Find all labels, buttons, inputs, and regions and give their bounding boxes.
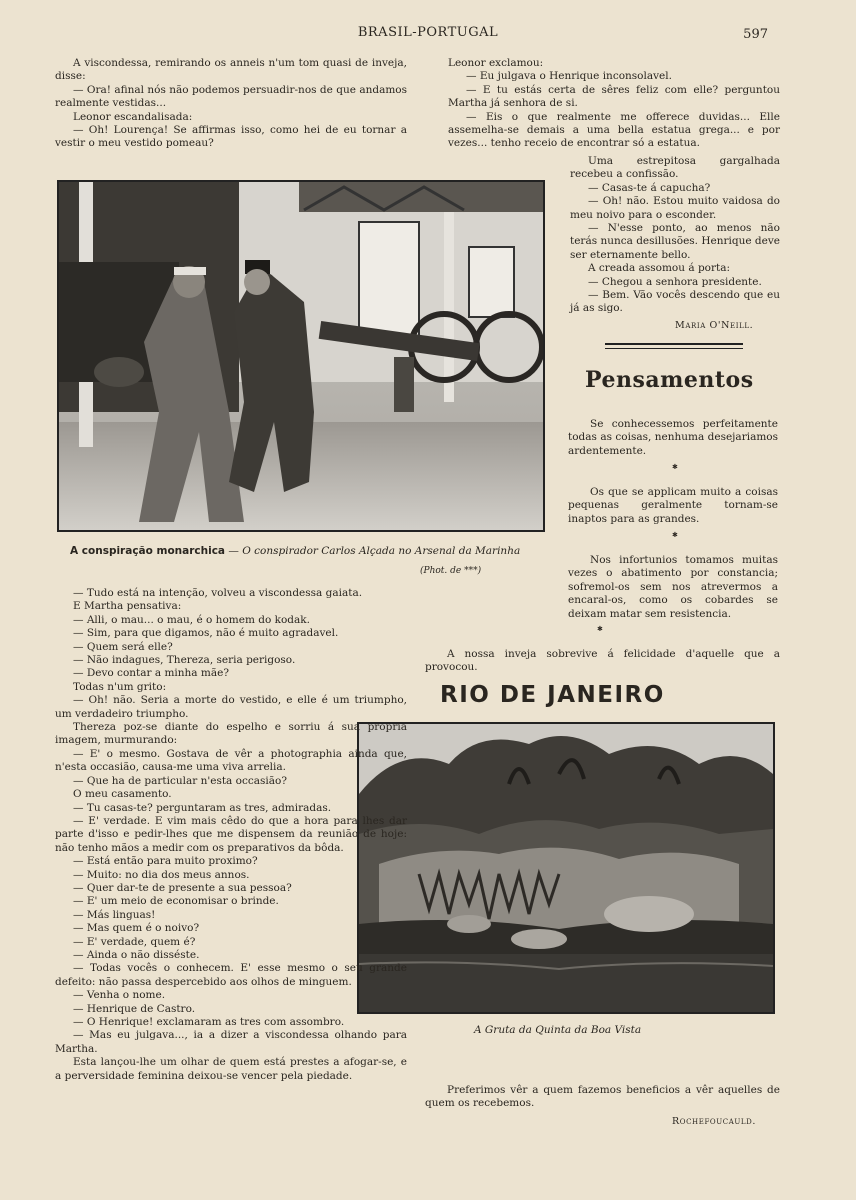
paragraph: — Quer dar-te de presente a sua pessoa? — [73, 881, 292, 894]
paragraph: — E' verdade, quem é? — [73, 935, 196, 948]
paragraph: — Mas eu julgava..., ia a dizer a viscondessa olhando para Martha. — [55, 1029, 407, 1055]
rio-caption-text: A Gruta da Quinta da Boa Vista — [474, 1024, 642, 1036]
photo1-caption-text: — O conspirador Carlos Alçada no Arsenal da Marinha — [228, 545, 521, 557]
paragraph: O meu casamento. — [73, 788, 172, 801]
signature-oneill: Maria O'Neill. — [675, 320, 754, 331]
maxim-text: Preferimos vêr a quem fazemos beneficios a vêr aquelles de quem os recebemos. — [425, 1084, 780, 1110]
paragraph: — Eis o que realmente me offerece duvidas... Elle assemelha-se demais a uma bella estatua grega... e por vezes... tenho receio de encontrar só a estatua. — [448, 110, 780, 150]
paragraph: Todas n'um grito: — [73, 680, 167, 693]
paragraph: — Alli, o mau... o mau, é o homem do kodak. — [73, 613, 310, 626]
maxim-text: Se conhecessemos perfeitamente todas as coisas, nenhuma desejariamos ardentemente. — [568, 418, 778, 457]
paragraph: Uma estrepitosa gargalhada recebeu a confissão. — [570, 155, 780, 181]
paragraph: — Oh! não. Seria a morte do vestido, e elle é um triumpho, um verdadeiro triumpho. — [55, 694, 407, 720]
photo1-caption-title: A conspiração monarchica — [70, 545, 226, 557]
paragraph: — E' o mesmo. Gostava de vêr a photographia ainda que, n'esta occasião, causa-me uma viva arrelia. — [55, 747, 407, 774]
paragraph: — Não indagues, Thereza, seria perigoso. — [73, 654, 296, 667]
paragraph: A creada assomou á porta: — [588, 262, 731, 275]
paragraph: — Todas vocês o conhecem. E' esse mesmo o seu grande defeito: não passa despercebido aos olhos de minguem. — [55, 962, 407, 988]
left-bottom-column — [55, 587, 407, 1083]
maxim-5 — [425, 1084, 780, 1111]
paragraph: — Sim, para que digamos, não é muito agradavel. — [73, 627, 339, 640]
maxim-text: Os que se applicam muito a coisas pequenas geralmente tornam-se inaptos para as grandes. — [568, 486, 778, 525]
paragraph: — Quem será elle? — [73, 640, 173, 653]
paragraph: — Devo contar a minha mãe? — [73, 667, 229, 680]
paragraph: — Henrique de Castro. — [73, 1002, 196, 1015]
rule-bottom — [605, 348, 743, 349]
paragraph: — Casas-te á capucha? — [588, 181, 711, 194]
photo-credit: (Phot. de ***) — [420, 566, 482, 576]
paragraph: Leonor exclamou: — [448, 57, 544, 69]
right-narrow-column — [570, 155, 780, 316]
paragraph: — E' um meio de economisar o brinde. — [73, 895, 279, 908]
paragraph: A viscondessa, remirando os anneis n'um tom quasi de inveja, disse: — [55, 57, 407, 83]
paragraph: — Más linguas! — [73, 908, 156, 921]
pensamentos-heading: Pensamentos — [585, 367, 754, 393]
paragraph: — Ainda o não disséste. — [73, 948, 200, 961]
paragraph: — Tudo está na intenção, volveu a viscondessa gaiata. — [73, 587, 363, 599]
paragraph: Thereza poz-se diante do espelho e sorriu á sua propria imagem, murmurando: — [55, 721, 407, 747]
maxim-4 — [425, 648, 780, 675]
paragraph: — Eu julgava o Henrique inconsolavel. — [466, 70, 672, 83]
paragraph: — E tu estás certa de sêres feliz com elle? perguntou Martha já senhora de si. — [448, 83, 780, 110]
paragraph: Esta lançou-lhe um olhar de quem está prestes a afogar-se, e a perversidade feminina deixou-se vencer pela piedade. — [55, 1056, 407, 1082]
paragraph: — Ora! afinal nós não podemos persuadir-nos de que andamos realmente vestidas... — [55, 83, 407, 110]
separator-star: ✱ — [597, 625, 603, 633]
paragraph: — Oh! Lourença! Se affirmas isso, como hei de eu tornar a vestir o meu vestido pomeau? — [55, 124, 407, 150]
paragraph: — Muito: no dia dos meus annos. — [73, 868, 250, 881]
left-top-column — [55, 57, 407, 151]
paragraph: — O Henrique! exclamaram as tres com assombro. — [73, 1016, 345, 1028]
photo1-caption — [70, 545, 540, 557]
separator-star: ✱ — [672, 531, 678, 539]
maxim-text: Nos infortunios tomamos muitas vezes o abatimento por constancia; sofremol-os sem nos atrevermos a encaral-os, como os cobardes se deixam matar sem resistencia. — [568, 554, 778, 620]
paragraph: — Bem. Vão vocês descendo que eu já as sigo. — [570, 289, 780, 315]
right-top-column — [448, 57, 780, 151]
rio-heading: RIO DE JANEIRO — [440, 682, 665, 708]
paragraph: Leonor escandalisada: — [73, 110, 193, 123]
paragraph: — Está então para muito proximo? — [73, 855, 258, 868]
maxim-text: A nossa inveja sobrevive á felicidade d'aquelle que a provocou. — [425, 648, 780, 674]
paragraph: — N'esse ponto, ao menos não terás nunca desillusões. Henrique deve ser eternamente bello. — [570, 222, 780, 261]
paragraph: — Mas quem é o noivo? — [73, 922, 200, 935]
running-header: BRASIL-PORTUGAL — [357, 25, 499, 40]
maxim-2 — [568, 486, 778, 526]
rule-top — [605, 343, 743, 345]
signature-rochefoucauld: Rochefoucauld. — [672, 1116, 756, 1127]
separator-star: ✱ — [672, 463, 678, 471]
paragraph: — Chegou a senhora presidente. — [588, 275, 762, 288]
paragraph: — Oh! não. Estou muito vaidosa do meu noivo para o esconder. — [570, 195, 780, 221]
page-number: 597 — [743, 27, 768, 42]
paragraph: — Venha o nome. — [73, 989, 166, 1002]
rio-caption — [474, 1024, 774, 1036]
paragraph: — E' verdade. E vim mais cêdo do que a hora para lhes dar parte d'isso e pedir-lhes que me dispensem da reunião de hoje: não tenho mãos a medir com os preparativos da bôda. — [55, 814, 407, 854]
arsenal-photo-image — [59, 182, 543, 530]
paragraph: — Tu casas-te? perguntaram as tres, admiradas. — [73, 801, 332, 814]
maxim-3 — [568, 554, 778, 621]
paragraph: E Martha pensativa: — [73, 600, 182, 613]
paragraph: — Que ha de particular n'esta occasião? — [73, 774, 287, 787]
maxim-1 — [568, 418, 778, 458]
gruta-photo-image — [359, 724, 773, 1012]
photo-arsenal — [57, 180, 545, 532]
photo-gruta — [357, 722, 775, 1014]
